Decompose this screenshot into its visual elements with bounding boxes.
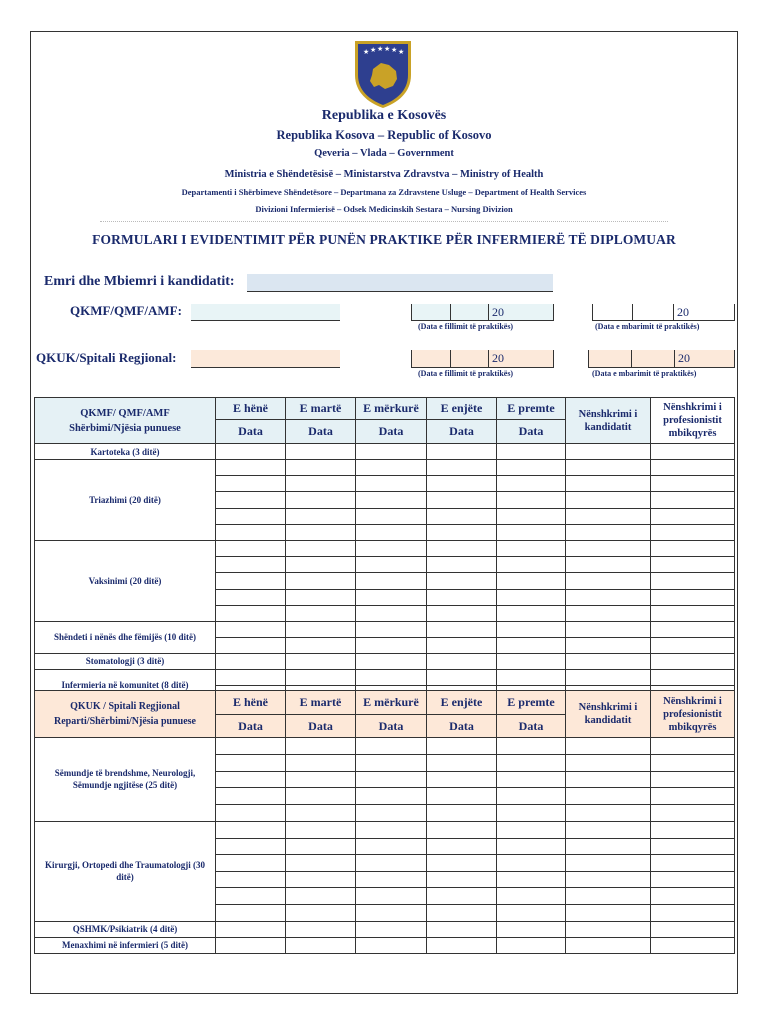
signature-cell[interactable] [651,821,735,838]
header-ministry: Ministria e Shëndetësisë – Ministarstva Zdravstva – Ministry of Health [224,169,544,180]
signature-cell[interactable] [651,855,735,872]
date-cell[interactable] [427,605,497,621]
date-cell[interactable] [356,904,427,921]
date-cell[interactable] [216,788,286,805]
date-cell[interactable] [427,754,497,771]
date-cell[interactable] [286,871,356,888]
date-cell[interactable] [427,621,497,637]
signature-cell[interactable] [651,871,735,888]
date-cell[interactable] [216,460,286,476]
date-header: Data [216,715,286,738]
date-cell[interactable] [497,855,566,872]
day-header-friday: E premte [497,691,566,715]
section-label: Menaxhimi në infermieri (5 ditë) [35,937,216,953]
signature-cell[interactable] [651,653,735,669]
date-cell[interactable] [427,669,497,685]
date-cell[interactable] [427,771,497,788]
signature-cell[interactable] [651,605,735,621]
qkuk-attendance-table [34,690,735,954]
date-cell[interactable] [216,937,286,953]
date-cell[interactable] [286,508,356,524]
signature-cell[interactable] [651,888,735,905]
signature-cell[interactable] [651,921,735,937]
table-row [35,653,735,669]
date-header: Data [497,420,566,444]
signature-cell[interactable] [566,573,651,589]
end-date-caption: (Data e mbarimit të praktikës) [595,322,700,331]
signature-cell[interactable] [566,904,651,921]
date-cell[interactable] [427,821,497,838]
date-cell[interactable] [497,637,566,653]
signature-cell[interactable] [566,838,651,855]
year-prefix: 20 [489,304,554,320]
end-date-caption: (Data e mbarimit të praktikës) [592,369,697,378]
signature-cell[interactable] [651,669,735,685]
date-cell[interactable] [286,460,356,476]
date-cell[interactable] [356,653,427,669]
date-cell[interactable] [497,788,566,805]
date-header: Data [356,420,427,444]
signature-cell[interactable] [566,888,651,905]
signature-cell[interactable] [566,460,651,476]
svg-text:★: ★ [370,46,377,54]
date-cell[interactable] [497,871,566,888]
date-cell[interactable] [286,444,356,460]
date-cell[interactable] [427,508,497,524]
date-cell[interactable] [356,805,427,822]
header-republic-sq: Republika e Kosovës [321,108,447,123]
date-cell[interactable] [497,540,566,556]
header-republic-multi: Republika Kosova – Republic of Kosovo [276,128,492,142]
date-cell[interactable] [427,738,497,755]
date-header: Data [427,420,497,444]
table-row [35,540,735,556]
signature-cell[interactable] [566,937,651,953]
date-cell[interactable] [427,871,497,888]
date-cell[interactable] [356,921,427,937]
day-header-tuesday: E martë [286,398,356,420]
signature-cell[interactable] [651,573,735,589]
signature-cell[interactable] [566,540,651,556]
date-cell[interactable] [286,557,356,573]
date-cell[interactable] [216,557,286,573]
date-cell[interactable] [427,805,497,822]
candidate-name-field[interactable] [247,274,553,292]
qkuk-end-date[interactable] [588,350,735,368]
svg-text:★: ★ [363,48,370,56]
date-cell[interactable] [286,937,356,953]
date-cell[interactable] [286,921,356,937]
date-cell[interactable] [497,805,566,822]
signature-cell[interactable] [566,444,651,460]
day-header-tuesday: E martë [286,691,356,715]
signature-cell[interactable] [566,476,651,492]
signature-cell[interactable] [651,476,735,492]
date-cell[interactable] [497,754,566,771]
header-department: Departamenti i Shërbimeve Shëndetësore – Departmana za Zdravstene Usluge – Department of Health Services [181,187,587,197]
date-cell[interactable] [356,771,427,788]
day-header-thursday: E enjëte [427,398,497,420]
section-label: Sëmundje të brendshme, Neurologji, Sëmundje ngjitëse (25 ditë) [35,738,216,822]
kosovo-coat-of-arms-icon [351,39,415,109]
date-cell[interactable] [216,921,286,937]
date-cell[interactable] [216,605,286,621]
table-row [35,937,735,953]
date-cell[interactable] [216,621,286,637]
signature-cell[interactable] [566,788,651,805]
date-cell[interactable] [497,605,566,621]
signature-cell[interactable] [651,444,735,460]
date-cell[interactable] [216,589,286,605]
date-cell[interactable] [216,754,286,771]
signature-cell[interactable] [566,653,651,669]
date-cell[interactable] [216,476,286,492]
date-cell[interactable] [356,838,427,855]
signature-cell[interactable] [651,508,735,524]
section-label: Infermieria në komunitet (8 ditë) [35,669,216,701]
date-cell[interactable] [216,444,286,460]
svg-text:★: ★ [384,45,391,53]
qkmf-label: QKMF/QMF/AMF: [70,303,182,318]
date-cell[interactable] [356,573,427,589]
section-label: Kartoteka (3 ditë) [35,444,216,460]
date-cell[interactable] [216,805,286,822]
date-cell[interactable] [356,888,427,905]
signature-cell[interactable] [566,754,651,771]
supervisor-signature-header: Nënshkrimi i profesionistit mbikqyrës [651,691,735,738]
date-cell[interactable] [356,637,427,653]
day-header-thursday: E enjëte [427,691,497,715]
day-header-friday: E premte [497,398,566,420]
qkmf-attendance-table [34,397,735,702]
date-cell[interactable] [427,921,497,937]
date-cell[interactable] [216,738,286,755]
date-cell[interactable] [497,492,566,508]
date-cell[interactable] [286,838,356,855]
date-cell[interactable] [497,621,566,637]
date-cell[interactable] [286,855,356,872]
signature-cell[interactable] [651,524,735,540]
date-header: Data [216,420,286,444]
date-cell[interactable] [216,821,286,838]
date-cell[interactable] [216,492,286,508]
signature-cell[interactable] [566,871,651,888]
signature-cell[interactable] [566,605,651,621]
date-cell[interactable] [356,621,427,637]
date-cell[interactable] [216,540,286,556]
table-row [35,738,735,755]
date-cell[interactable] [286,771,356,788]
signature-cell[interactable] [651,589,735,605]
day-header-wednesday: E mërkurë [356,691,427,715]
date-cell[interactable] [356,557,427,573]
date-cell[interactable] [286,573,356,589]
signature-cell[interactable] [566,508,651,524]
signature-cell[interactable] [651,788,735,805]
date-header: Data [286,420,356,444]
date-cell[interactable] [497,904,566,921]
date-cell[interactable] [356,508,427,524]
date-cell[interactable] [427,855,497,872]
date-header: Data [497,715,566,738]
date-cell[interactable] [356,492,427,508]
svg-text:★: ★ [377,45,384,53]
signature-cell[interactable] [651,460,735,476]
date-cell[interactable] [497,589,566,605]
signature-cell[interactable] [566,805,651,822]
candidate-signature-header: Nënshkrimi i kandidatit [566,398,651,444]
date-cell[interactable] [286,540,356,556]
date-cell[interactable] [427,888,497,905]
date-cell[interactable] [356,605,427,621]
section-label: Stomatologji (3 ditë) [35,653,216,669]
date-cell[interactable] [497,460,566,476]
year-prefix: 20 [489,350,554,367]
date-cell[interactable] [497,557,566,573]
date-cell[interactable] [286,589,356,605]
date-cell[interactable] [427,904,497,921]
table-row [35,921,735,937]
date-cell[interactable] [427,637,497,653]
date-cell[interactable] [356,589,427,605]
date-cell[interactable] [497,444,566,460]
date-cell[interactable] [216,573,286,589]
date-cell[interactable] [356,855,427,872]
date-cell[interactable] [216,771,286,788]
date-cell[interactable] [497,738,566,755]
start-date-caption: (Data e fillimit të praktikës) [418,322,514,331]
date-cell[interactable] [427,937,497,953]
section-label: QSHMK/Psikiatrik (4 ditë) [35,921,216,937]
table-row [35,621,735,637]
date-cell[interactable] [427,460,497,476]
date-cell[interactable] [216,637,286,653]
candidate-signature-header: Nënshkrimi i kandidatit [566,691,651,738]
form-title: FORMULARI I EVIDENTIMIT PËR PUNËN PRAKTIKE PËR INFERMIERË TË DIPLOMUAR [92,232,676,247]
supervisor-signature-header: Nënshkrimi i profesionistit mbikqyrës [651,398,735,444]
date-cell[interactable] [286,653,356,669]
header-division: Divizioni Infermierisë – Odsek Medicinskih Sestara – Nursing Divizion [255,204,513,214]
date-cell[interactable] [356,821,427,838]
date-cell[interactable] [286,476,356,492]
signature-cell[interactable] [566,738,651,755]
signature-cell[interactable] [566,855,651,872]
qkmf-field[interactable] [191,304,340,321]
date-cell[interactable] [497,838,566,855]
day-header-monday: E hënë [216,691,286,715]
date-header: Data [427,715,497,738]
date-cell[interactable] [427,788,497,805]
date-cell[interactable] [356,460,427,476]
svg-text:★: ★ [398,48,405,56]
header-government: Qeveria – Vlada – Government [314,148,454,159]
date-cell[interactable] [356,524,427,540]
date-cell[interactable] [356,540,427,556]
header-divider [100,221,668,222]
date-cell[interactable] [497,653,566,669]
candidate-name-label: Emri dhe Mbiemri i kandidatit: [44,274,235,289]
date-cell[interactable] [497,937,566,953]
section-label: Triazhimi (20 ditë) [35,460,216,541]
qkmf-start-date[interactable] [411,304,554,321]
date-cell[interactable] [497,573,566,589]
date-cell[interactable] [356,669,427,685]
date-cell[interactable] [356,788,427,805]
date-cell[interactable] [286,669,356,685]
qkuk-label: QKUK/Spitali Regjional: [36,350,177,365]
date-cell[interactable] [356,871,427,888]
date-cell[interactable] [427,524,497,540]
date-cell[interactable] [286,524,356,540]
qkuk-start-date[interactable] [411,350,554,368]
table-row [35,669,735,685]
date-cell[interactable] [356,937,427,953]
date-cell[interactable] [216,871,286,888]
signature-cell[interactable] [566,821,651,838]
day-header-monday: E hënë [216,398,286,420]
day-header-wednesday: E mërkurë [356,398,427,420]
signature-cell[interactable] [566,557,651,573]
date-cell[interactable] [427,589,497,605]
date-cell[interactable] [497,888,566,905]
date-cell[interactable] [216,855,286,872]
date-cell[interactable] [216,669,286,685]
signature-cell[interactable] [566,771,651,788]
signature-cell[interactable] [651,805,735,822]
date-cell[interactable] [216,888,286,905]
date-cell[interactable] [216,838,286,855]
date-cell[interactable] [356,754,427,771]
date-cell[interactable] [427,444,497,460]
signature-cell[interactable] [566,637,651,653]
section-label: Shëndeti i nënës dhe fëmijës (10 ditë) [35,621,216,653]
signature-cell[interactable] [566,589,651,605]
date-cell[interactable] [216,904,286,921]
year-prefix: 20 [674,304,735,320]
date-cell[interactable] [216,524,286,540]
date-header: Data [356,715,427,738]
signature-cell[interactable] [651,637,735,653]
svg-text:★: ★ [391,46,398,54]
date-cell[interactable] [427,540,497,556]
date-cell[interactable] [497,821,566,838]
date-cell[interactable] [427,492,497,508]
qkuk-field[interactable] [191,350,340,368]
date-cell[interactable] [216,653,286,669]
signature-cell[interactable] [651,838,735,855]
date-cell[interactable] [286,888,356,905]
table-row [35,821,735,838]
table-row [35,460,735,476]
signature-cell[interactable] [651,904,735,921]
unit-column-header: QKUK / Spitali Regjional Reparti/Shërbimi/Njësia punuese [35,691,216,738]
date-cell[interactable] [286,754,356,771]
signature-cell[interactable] [566,921,651,937]
date-cell[interactable] [497,669,566,685]
date-cell[interactable] [497,508,566,524]
date-cell[interactable] [286,904,356,921]
signature-cell[interactable] [566,669,651,685]
date-cell[interactable] [427,476,497,492]
signature-cell[interactable] [651,621,735,637]
section-label: Vaksinimi (20 ditë) [35,540,216,621]
date-cell[interactable] [356,476,427,492]
date-cell[interactable] [286,621,356,637]
date-cell[interactable] [286,805,356,822]
signature-cell[interactable] [651,738,735,755]
signature-cell[interactable] [566,524,651,540]
date-cell[interactable] [286,738,356,755]
date-cell[interactable] [427,838,497,855]
signature-cell[interactable] [651,557,735,573]
date-cell[interactable] [286,788,356,805]
year-prefix: 20 [675,350,735,367]
date-cell[interactable] [497,771,566,788]
signature-cell[interactable] [651,540,735,556]
signature-cell[interactable] [651,492,735,508]
date-cell[interactable] [497,524,566,540]
signature-cell[interactable] [651,754,735,771]
start-date-caption: (Data e fillimit të praktikës) [418,369,514,378]
date-cell[interactable] [356,444,427,460]
date-cell[interactable] [427,557,497,573]
unit-column-header: QKMF/ QMF/AMF Shërbimi/Njësia punuese [35,398,216,444]
date-cell[interactable] [286,605,356,621]
date-cell[interactable] [497,921,566,937]
date-cell[interactable] [286,821,356,838]
signature-cell[interactable] [651,937,735,953]
section-label: Kirurgji, Ortopedi dhe Traumatologji (30 ditë) [35,821,216,921]
signature-cell[interactable] [566,621,651,637]
date-cell[interactable] [356,738,427,755]
qkmf-end-date[interactable] [592,304,735,321]
table-row [35,444,735,460]
date-header: Data [286,715,356,738]
date-cell[interactable] [286,637,356,653]
date-cell[interactable] [216,508,286,524]
date-cell[interactable] [427,653,497,669]
date-cell[interactable] [427,573,497,589]
date-cell[interactable] [286,492,356,508]
signature-cell[interactable] [566,492,651,508]
date-cell[interactable] [497,476,566,492]
signature-cell[interactable] [651,771,735,788]
